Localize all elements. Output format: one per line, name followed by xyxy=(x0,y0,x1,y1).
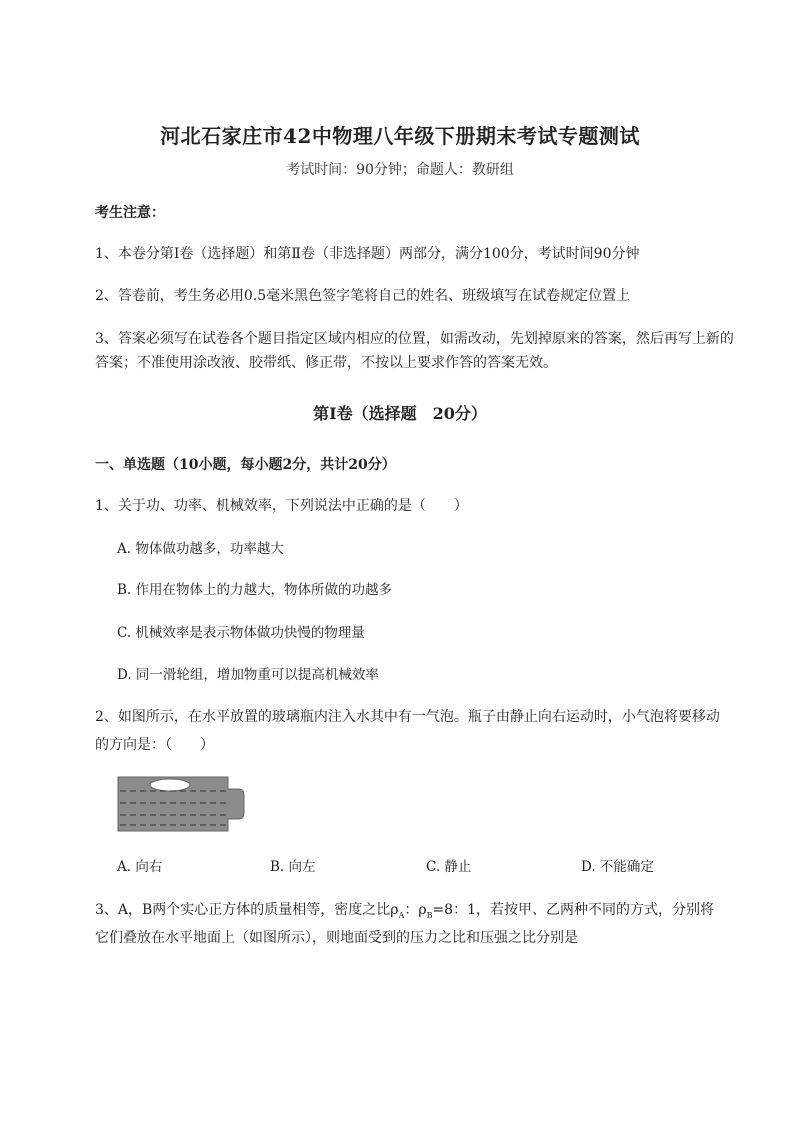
notice-item: 3、答案必须写在试卷各个题目指定区域内相应的位置，如需改动，先划掉原来的答案，然后再写上新的答案；不准使用涂改液、胶带纸、修正带，不按以上要求作答的答案无效。 xyxy=(95,331,734,371)
page-title: 河北石家庄市42中物理八年级下册期末考试专题测试 xyxy=(160,124,640,148)
option-b: B. 作用在物体上的力越大，物体所做的功越多 xyxy=(117,582,393,598)
option-c: C. 静止 xyxy=(426,859,472,875)
question-stem-cont: 它们叠放在水平地面上（如图所示），则地面受到的压力之比和压强之比分别是 xyxy=(95,930,578,946)
page-subtitle: 考试时间：90分钟；命题人：教研组 xyxy=(286,162,514,178)
notice-item: 2、答卷前，考生务必用0.5毫米黑色签字笔将自己的姓名、班级填写在试卷规定位置上 xyxy=(95,288,631,304)
question-stem xyxy=(95,898,714,928)
notice-heading: 考生注意： xyxy=(95,205,165,221)
option-a: A. 向右 xyxy=(117,859,163,875)
option-d: D. 同一滑轮组，增加物重可以提高机械效率 xyxy=(117,667,379,683)
question-stem: 2、如图所示，在水平放置的玻璃瓶内注入水其中有一气泡。瓶子由静止向右运动时，小气泡将要移动 xyxy=(95,709,720,725)
option-a: A. 物体做功越多，功率越大 xyxy=(117,541,284,557)
section-title: 第Ⅰ卷（选择题 20分） xyxy=(313,404,487,423)
question-stem: 1、关于功、功率、机械效率，下列说法中正确的是（ ） xyxy=(95,498,468,514)
subscript-b: B xyxy=(426,910,433,920)
bottle-bubble-figure xyxy=(114,775,248,833)
option-d: D. 不能确定 xyxy=(581,859,654,875)
stem-text: 3、A，B两个实心正方体的质量相等，密度之比ρ xyxy=(95,902,399,918)
question-stem-cont: 的方向是：（ ） xyxy=(95,737,214,753)
stem-text: =8：1，若按甲、乙两种不同的方式，分别将 xyxy=(432,902,714,918)
option-c: C. 机械效率是表示物体做功快慢的物理量 xyxy=(117,625,365,641)
option-b: B. 向左 xyxy=(270,859,316,875)
subscript-a: A xyxy=(398,910,405,920)
notice-item: 1、本卷分第Ⅰ卷（选择题）和第Ⅱ卷（非选择题）两部分，满分100分，考试时间90分钟 xyxy=(95,246,640,262)
part-heading: 一、单选题（10小题，每小题2分，共计20分） xyxy=(95,457,396,473)
stem-text: ：ρ xyxy=(404,902,427,918)
